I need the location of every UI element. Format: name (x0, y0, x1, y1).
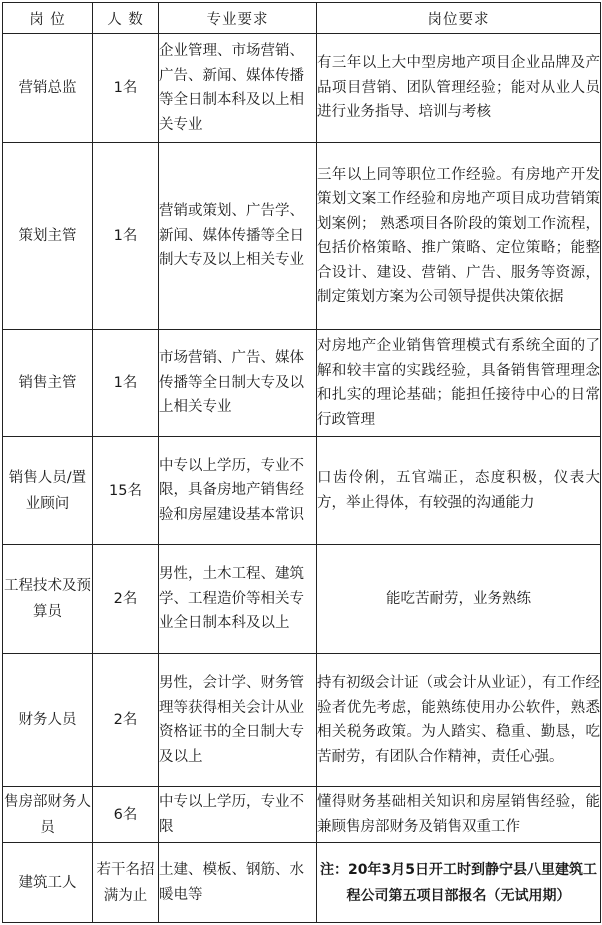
row-major: 男性，土木工程、建筑学、工程造价等相关专业全日制本科及以上 (159, 545, 317, 654)
row-position: 销售人员/置业顾问 (3, 437, 93, 545)
row-major: 土建、模板、钢筋、水暖电等 (159, 843, 317, 923)
row-major: 中专以上学历，专业不限，具备房地产销售经验和房屋建设基本常识 (159, 437, 317, 545)
row-position: 建筑工人 (3, 843, 93, 923)
row-count: 6名 (93, 787, 159, 843)
table-row (3, 787, 601, 843)
row-requirement: 有三年以上大中型房地产项目企业品牌及产品项目营销、团队管理经验；能对从业人员进行业务指导、培训与考核 (317, 34, 601, 143)
row-major: 营销或策划、广告学、新闻、媒体传播等全日制大专及以上相关专业 (159, 143, 317, 330)
row-requirement: 三年以上同等职位工作经验。有房地产开发策划文案工作经验和房地产项目成功营销策划案例； 熟悉项目各阶段的策划工作流程，包括价格策略、推广策略、定位策略；能整合设计、建设、营销、广告、服务等资源，制定策划方案为公司领导提供决策依据 (317, 143, 601, 330)
row-requirement: 懂得财务基础相关知识和房屋销售经验，能兼顾售房部财务及销售双重工作 (317, 787, 601, 843)
row-count: 1名 (93, 330, 159, 437)
table-row (3, 545, 601, 654)
header-position: 岗 位 (3, 3, 93, 34)
row-count: 2名 (93, 545, 159, 654)
row-position: 售房部财务人员 (3, 787, 93, 843)
table-row (3, 330, 601, 437)
table-row (3, 843, 601, 923)
row-position: 财务人员 (3, 654, 93, 787)
row-requirement: 持有初级会计证（或会计从业证），有工作经验者优先考虑，能熟练使用办公软件，熟悉相关税务政策。为人踏实、稳重、勤恳，吃苦耐劳，有团队合作精神，责任心强。 (317, 654, 601, 787)
row-major: 企业管理、市场营销、广告、新闻、媒体传播等全日制本科及以上相关专业 (159, 34, 317, 143)
row-requirement-note: 注：20年3月5日开工时到静宁县八里建筑工程公司第五项目部报名（无试用期） (317, 843, 601, 923)
row-count: 1名 (93, 34, 159, 143)
table-header-row (3, 3, 601, 34)
row-requirement: 口齿伶俐，五官端正，态度积极，仪表大方，举止得体，有较强的沟通能力 (317, 437, 601, 545)
table-row (3, 437, 601, 545)
row-count: 2名 (93, 654, 159, 787)
recruitment-table (2, 2, 601, 923)
row-count: 15名 (93, 437, 159, 545)
table-row (3, 34, 601, 143)
header-count: 人 数 (93, 3, 159, 34)
header-major: 专业要求 (159, 3, 317, 34)
row-position: 营销总监 (3, 34, 93, 143)
row-position: 销售主管 (3, 330, 93, 437)
row-count: 若干名招满为止 (93, 843, 159, 923)
row-requirement: 能吃苦耐劳，业务熟练 (317, 545, 601, 654)
row-major: 中专以上学历，专业不限 (159, 787, 317, 843)
row-requirement: 对房地产企业销售管理模式有系统全面的了解和较丰富的实践经验，具备销售管理理念和扎实的理论基础；能担任接待中心的日常行政管理 (317, 330, 601, 437)
row-count: 1名 (93, 143, 159, 330)
table-row (3, 654, 601, 787)
table-row (3, 143, 601, 330)
header-requirement: 岗位要求 (317, 3, 601, 34)
row-position: 工程技术及预算员 (3, 545, 93, 654)
row-major: 市场营销、广告、媒体传播等全日制大专及以上相关专业 (159, 330, 317, 437)
row-major: 男性，会计学、财务管理等获得相关会计从业资格证书的全日制大专及以上 (159, 654, 317, 787)
row-position: 策划主管 (3, 143, 93, 330)
